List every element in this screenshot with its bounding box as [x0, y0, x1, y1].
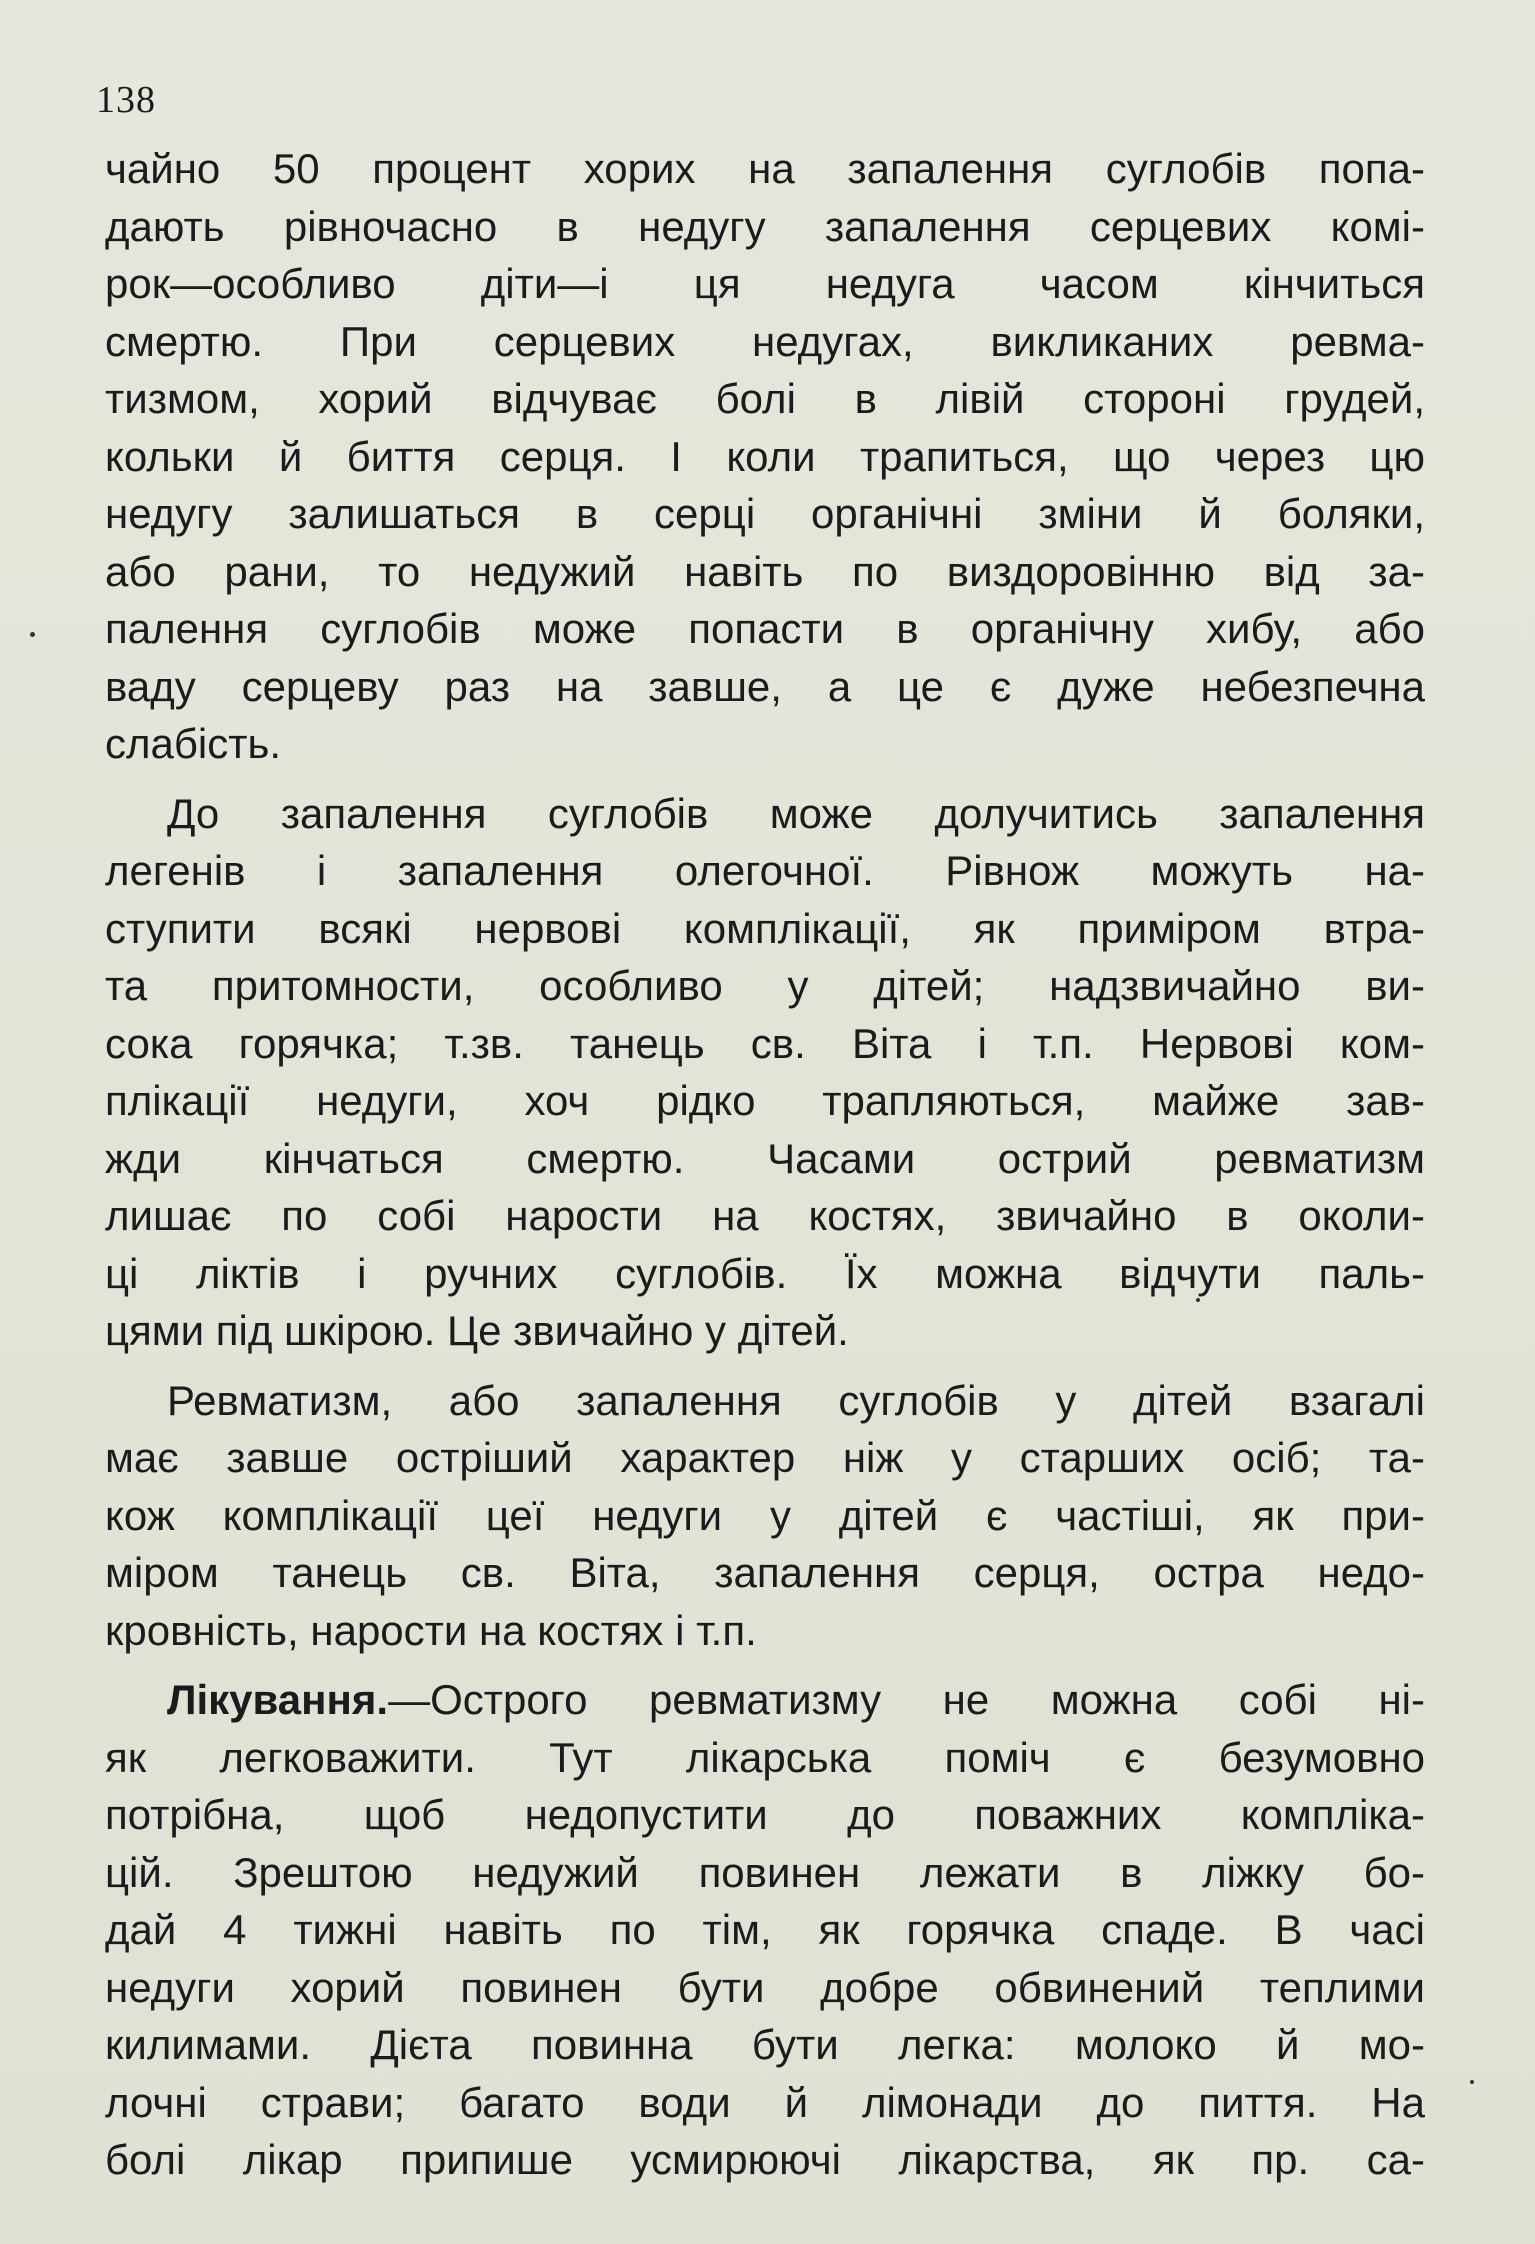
text-line: та притомности, особливо у дітей; надзвичайно ви-: [105, 962, 1425, 1009]
text-line: тизмом, хорий відчуває болі в лівій стороні грудей,: [105, 375, 1425, 422]
print-speck: [1470, 2080, 1474, 2084]
text-line: рок—особливо діти—і ця недуга часом кінчиться: [105, 260, 1425, 307]
text-line: палення суглобів може попасти в органічну хибу, або: [105, 605, 1425, 652]
text-line: килимами. Дієта повинна бути легка: молоко й мо-: [105, 2021, 1425, 2068]
text-line: дай 4 тижні навіть по тім, як горячка спаде. В часі: [105, 1906, 1425, 1953]
paragraph: [105, 140, 1425, 773]
text-line: або рани, то недужий навіть по виздоровінню від за-: [105, 547, 1425, 595]
text-line: цями під шкірою. Це звичайно у дітей.: [105, 1307, 849, 1354]
page-number: 138: [96, 79, 156, 121]
text-line: кольки й биття серця. І коли трапиться, що через цю: [105, 432, 1425, 480]
text-line: До запалення суглобів може долучитись запалення: [167, 789, 1425, 837]
text-line: жди кінчаться смертю. Часами острий ревматизм: [105, 1134, 1425, 1182]
print-speck: [30, 632, 35, 637]
text-line: слабість.: [105, 720, 282, 767]
text-line: має завше остріший характер ніж у старших осіб; та-: [105, 1434, 1425, 1481]
text-line: дають рівночасно в недугу запалення серцевих комі-: [105, 202, 1425, 250]
text-line: [105, 1671, 1425, 1729]
paragraph: [105, 1372, 1425, 1660]
paragraph: [105, 1671, 1425, 2189]
text-line: як легковажити. Тут лікарська поміч є безумовно: [105, 1733, 1425, 1781]
text-line: кровність, нарости на костях і т.п.: [105, 1606, 757, 1654]
text-line: потрібна, щоб недопустити до поважних компліка-: [105, 1791, 1425, 1838]
text-line: ваду серцеву раз на завше, а це є дуже небезпечна: [105, 662, 1425, 710]
text-line-rest: —Острого ревматизму не можна собі ні-: [388, 1676, 1425, 1723]
text-line: міром танець св. Віта, запалення серця, остра недо-: [105, 1549, 1425, 1596]
text-line: сока горячка; т.зв. танець св. Віта і т.п. Нервові ком-: [105, 1019, 1425, 1067]
paragraph: [105, 785, 1425, 1360]
text-line: лишає по собі нарости на костях, звичайно в околи-: [105, 1192, 1425, 1239]
text-line: ці ліктів і ручних суглобів. Їх можна відчути паль-: [105, 1249, 1425, 1297]
text-line: недугу залишаться в серці органічні зміни й боляки,: [105, 490, 1425, 537]
text-line: Ревматизм, або запалення суглобів у дітей взагалі: [167, 1376, 1425, 1424]
text-line: смертю. При серцевих недугах, викликаних ревма-: [105, 317, 1425, 365]
body-text: [105, 140, 1425, 2189]
text-line: кож комплікації цеї недуги у дітей є частіші, як при-: [105, 1491, 1425, 1539]
text-line: недуги хорий повинен бути добре обвинений теплими: [105, 1963, 1425, 2011]
print-speck: [1196, 1298, 1200, 1302]
text-line: цій. Зрештою недужий повинен лежати в ліжку бо-: [105, 1848, 1425, 1896]
text-line: лочні страви; багато води й лімонади до пиття. На: [105, 2078, 1425, 2126]
text-line: болі лікар припише усмирюючі лікарства, як пр. са-: [105, 2136, 1425, 2183]
text-line: плікації недуги, хоч рідко трапляються, майже зав-: [105, 1077, 1425, 1124]
text-line: ступити всякі нервові комплікації, як приміром втра-: [105, 904, 1425, 952]
section-heading: Лікування.: [167, 1676, 389, 1723]
text-line: легенів і запалення олегочної. Рівнож можуть на-: [105, 847, 1425, 894]
text-line: чайно 50 процент хорих на запалення суглобів попа-: [105, 145, 1425, 192]
